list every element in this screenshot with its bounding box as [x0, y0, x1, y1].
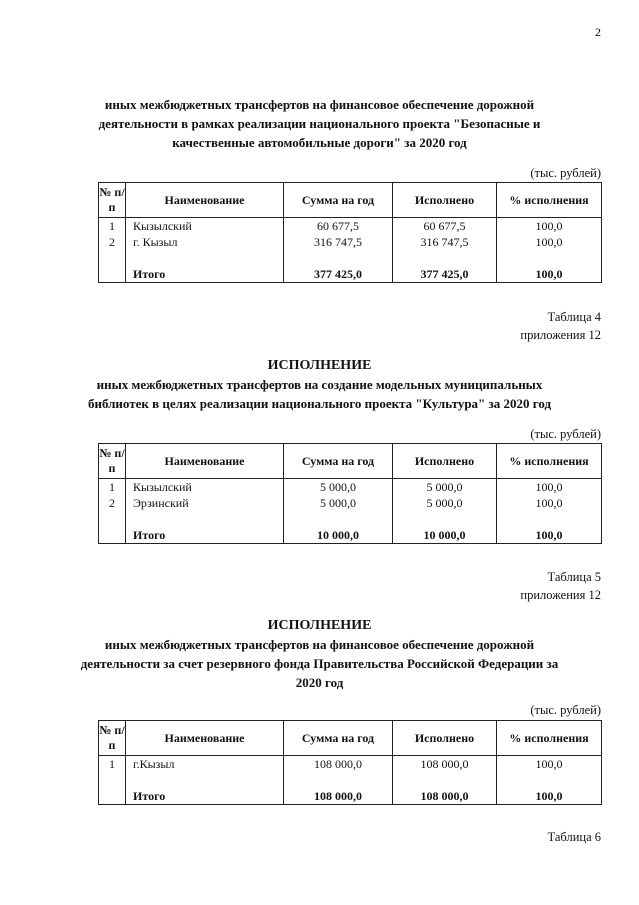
col-done: [393, 479, 497, 544]
cell: 60 677,5: [317, 219, 359, 233]
col-num: [99, 218, 126, 283]
cell: 316 747,5: [420, 235, 469, 249]
total-pct: 100,0: [535, 528, 563, 542]
cell: 316 747,5: [314, 235, 362, 249]
cell: г.Кызыл: [133, 757, 175, 771]
col-pct: [497, 218, 602, 283]
col-name: [126, 479, 284, 544]
total-sum: 10 000,0: [317, 528, 359, 542]
cell: 1: [109, 219, 115, 233]
section3-units: (тыс. рублей): [530, 703, 601, 717]
total-done: 10 000,0: [423, 528, 466, 542]
total-sum: 108 000,0: [314, 789, 362, 803]
section2-heading: [0, 375, 639, 413]
header-sum: Сумма на год: [284, 721, 393, 756]
table-body: [99, 479, 602, 544]
total-sum: 377 425,0: [314, 267, 362, 281]
header-sum: Сумма на год: [284, 183, 393, 218]
cell: Кызылский: [133, 219, 192, 233]
header-pct: % исполнения: [497, 444, 602, 479]
total-label: Итого: [133, 528, 166, 542]
caption-line: Таблица 5: [547, 570, 601, 584]
header-done: Исполнено: [393, 444, 497, 479]
cell: 5 000,0: [426, 480, 463, 494]
table-body: [99, 218, 602, 283]
cell: 5 000,0: [320, 480, 356, 494]
section2-heading-line: библиотек в целях реализации национального проекта "Культура" за 2020 год: [87, 396, 552, 411]
header-name: Наименование: [126, 721, 284, 756]
section3-heading-line: 2020 год: [295, 675, 344, 690]
table-header-row: [99, 444, 602, 479]
total-done: 377 425,0: [420, 267, 469, 281]
total-pct: 100,0: [535, 789, 563, 803]
table-header-row: [99, 721, 602, 756]
col-pct: [497, 479, 602, 544]
page-number: 2: [595, 25, 601, 39]
footer-caption: Таблица 6: [547, 830, 601, 844]
section1-heading: [0, 95, 639, 152]
section2-title: ИСПОЛНЕНИЕ: [267, 358, 372, 373]
cell: 108 000,0: [314, 757, 362, 771]
cell: г. Кызыл: [133, 235, 178, 249]
cell: Кызылский: [133, 480, 192, 494]
col-name: [126, 756, 284, 805]
col-pct: [497, 756, 602, 805]
caption-line: Таблица 4: [547, 310, 601, 324]
col-sum: [284, 756, 393, 805]
section1-units: (тыс. рублей): [530, 166, 601, 180]
cell: 100,0: [535, 235, 563, 249]
header-pct: % исполнения: [497, 183, 602, 218]
section3-caption: [520, 568, 601, 604]
header-done: Исполнено: [393, 721, 497, 756]
section1-table: [98, 182, 602, 283]
col-num: [99, 479, 126, 544]
table-header-row: [99, 183, 602, 218]
cell: 100,0: [535, 219, 563, 233]
section2-units: (тыс. рублей): [530, 427, 601, 441]
header-name: Наименование: [126, 444, 284, 479]
total-label: Итого: [133, 267, 166, 281]
col-done: [393, 218, 497, 283]
total-label: Итого: [133, 789, 166, 803]
total-done: 108 000,0: [420, 789, 469, 803]
cell: Эрзинский: [133, 496, 189, 510]
cell: 2: [109, 235, 115, 249]
section2-table: [98, 443, 602, 544]
header-num: № п/п: [99, 721, 126, 756]
col-done: [393, 756, 497, 805]
section1-heading-line: качественные автомобильные дороги" за 2020 год: [172, 135, 467, 150]
section3-heading: [0, 635, 639, 692]
total-pct: 100,0: [535, 267, 563, 281]
section3-heading-line: иных межбюджетных трансфертов на финансовое обеспечение дорожной: [104, 637, 535, 652]
caption-line: приложения 12: [520, 588, 601, 602]
cell: 5 000,0: [426, 496, 463, 510]
header-pct: % исполнения: [497, 721, 602, 756]
cell: 1: [109, 480, 115, 494]
section3-heading-line: деятельности за счет резервного фонда Правительства Российской Федерации за: [80, 656, 559, 671]
header-num: № п/п: [99, 183, 126, 218]
caption-line: приложения 12: [520, 328, 601, 342]
col-num: [99, 756, 126, 805]
header-name: Наименование: [126, 183, 284, 218]
cell: 100,0: [535, 757, 563, 771]
section1-heading-line: деятельности в рамках реализации национального проекта "Безопасные и: [98, 116, 541, 131]
header-done: Исполнено: [393, 183, 497, 218]
section1-heading-line: иных межбюджетных трансфертов на финансовое обеспечение дорожной: [104, 97, 535, 112]
section2-caption: [520, 308, 601, 344]
cell: 2: [109, 496, 115, 510]
cell: 60 677,5: [423, 219, 466, 233]
section3-table: [98, 720, 602, 805]
cell: 100,0: [535, 480, 563, 494]
col-sum: [284, 218, 393, 283]
section3-title: ИСПОЛНЕНИЕ: [267, 618, 372, 633]
section2-heading-line: иных межбюджетных трансфертов на создание модельных муниципальных: [96, 377, 543, 392]
header-sum: Сумма на год: [284, 444, 393, 479]
cell: 100,0: [535, 496, 563, 510]
col-sum: [284, 479, 393, 544]
table-body: [99, 756, 602, 805]
col-name: [126, 218, 284, 283]
cell: 1: [109, 757, 115, 771]
header-num: № п/п: [99, 444, 126, 479]
cell: 5 000,0: [320, 496, 356, 510]
cell: 108 000,0: [420, 757, 469, 771]
